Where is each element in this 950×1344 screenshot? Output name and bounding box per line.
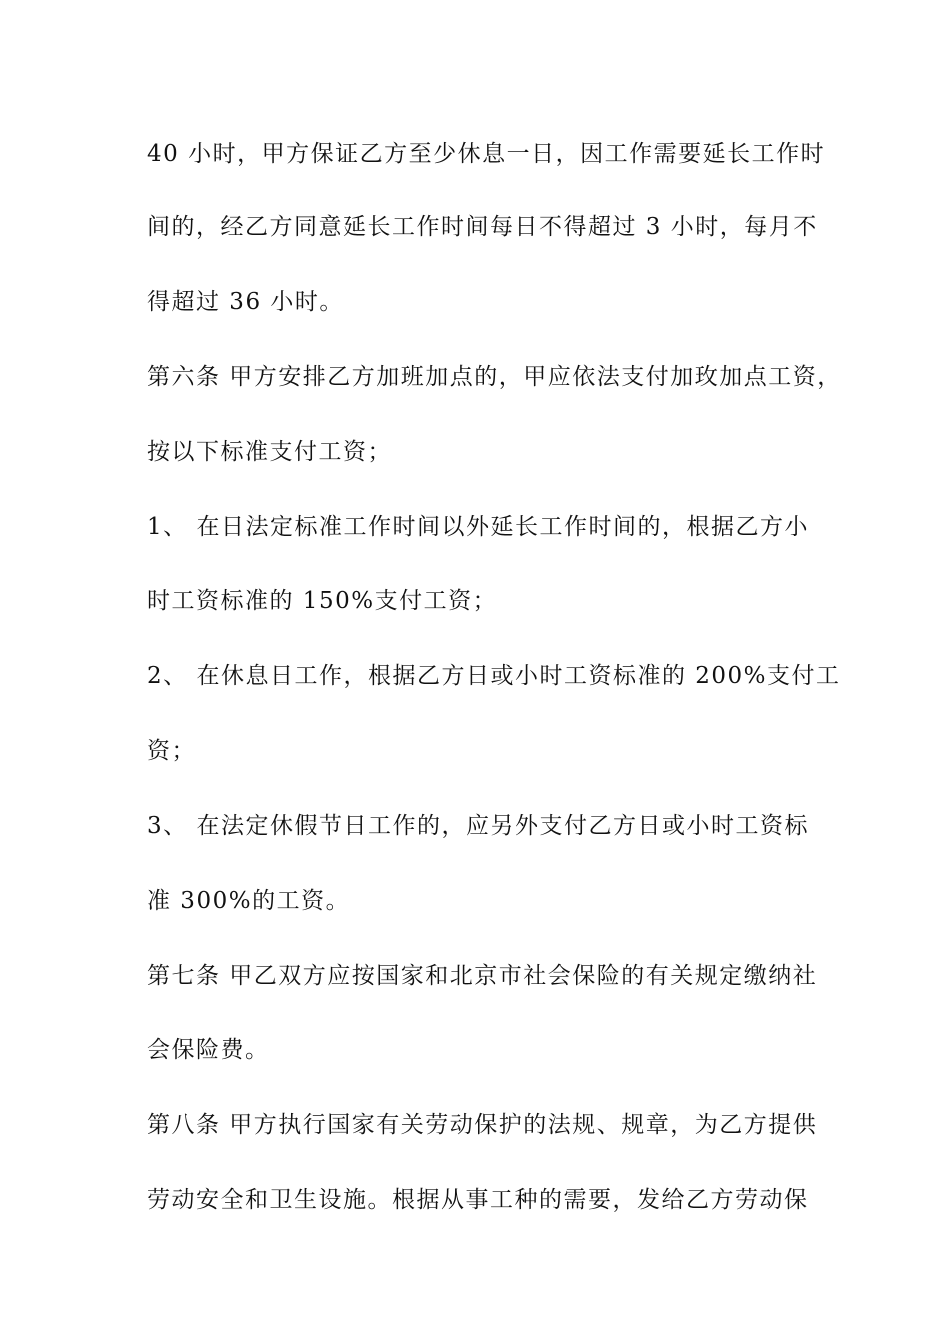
text-line-3: 得超过 36 小时。 xyxy=(147,289,344,315)
text-line-13: 会保险费。 xyxy=(147,1037,270,1063)
text-line-15: 劳动安全和卫生设施。根据从事工种的需要，发给乙方劳动保 xyxy=(147,1187,809,1213)
text-line-14: 第八条 甲方执行国家有关劳动保护的法规、规章，为乙方提供 xyxy=(147,1112,818,1138)
text-line-8: 2、 在休息日工作，根据乙方日或小时工资标准的 200%支付工 xyxy=(147,663,841,689)
text-line-6: 1、 在日法定标准工作时间以外延长工作时间的，根据乙方小 xyxy=(147,514,809,540)
text-line-1: 40 小时，甲方保证乙方至少休息一日，因工作需要延长工作时 xyxy=(147,141,826,167)
text-line-2: 间的，经乙方同意延长工作时间每日不得超过 3 小时，每月不 xyxy=(147,214,818,240)
text-line-10: 3、 在法定休假节日工作的，应另外支付乙方日或小时工资标 xyxy=(147,813,809,839)
text-line-7: 时工资标准的 150%支付工资； xyxy=(147,588,498,614)
text-line-4: 第六条 甲方安排乙方加班加点的，甲应依法支付加玫加点工资， xyxy=(147,364,842,390)
text-line-12: 第七条 甲乙双方应按国家和北京市社会保险的有关规定缴纳社 xyxy=(147,963,818,989)
text-line-11: 准 300%的工资。 xyxy=(147,888,351,914)
text-line-9: 资； xyxy=(147,738,196,764)
text-line-5: 按以下标准支付工资； xyxy=(147,439,392,465)
